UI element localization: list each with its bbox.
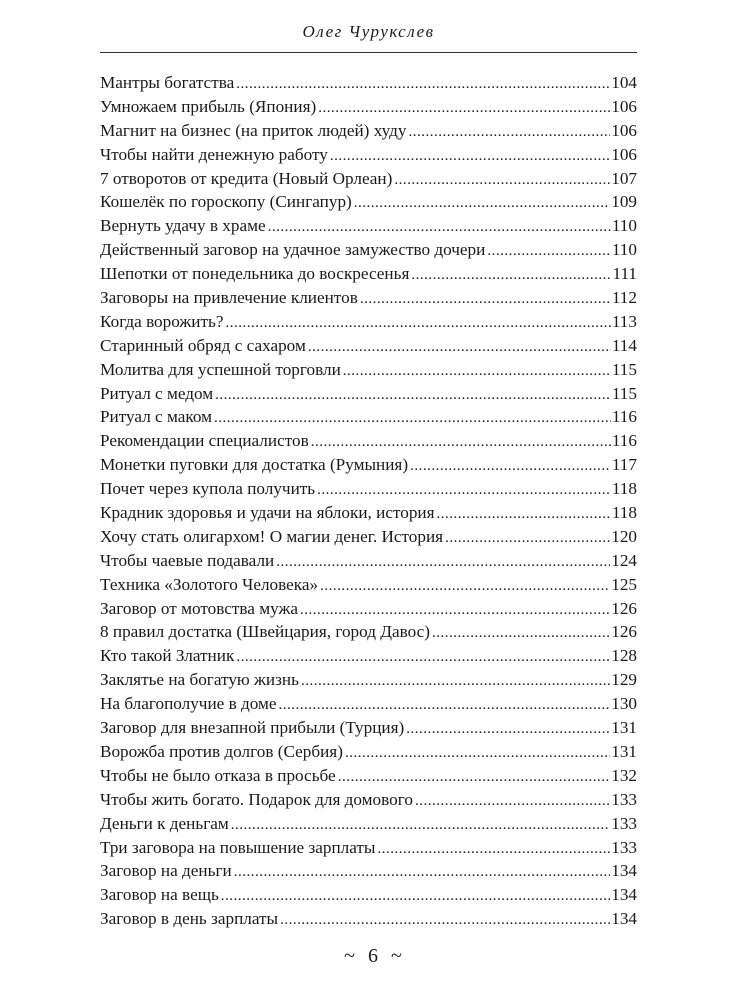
toc-leader-dots — [432, 620, 610, 644]
toc-leader-dots — [317, 477, 611, 501]
toc-entry-page: 106 — [611, 96, 637, 116]
toc-entry-page: 128 — [611, 646, 637, 666]
toc-entry-page: 113 — [611, 311, 637, 331]
toc-leader-dots — [330, 143, 610, 167]
toc-entry-page: 111 — [612, 264, 637, 284]
toc-entry — [100, 429, 637, 453]
toc-leader-dots — [308, 334, 611, 358]
toc-entry — [100, 382, 637, 406]
toc-entry-title: Чтобы чаевые подавали — [100, 550, 275, 570]
toc-entry — [100, 238, 637, 262]
toc-entry-page: 134 — [611, 885, 637, 905]
toc-entry — [100, 286, 637, 310]
toc-entry-page: 115 — [611, 359, 637, 379]
toc-entry — [100, 597, 637, 621]
toc-entry — [100, 692, 637, 716]
toc-leader-dots — [360, 286, 611, 310]
toc-entry — [100, 167, 637, 191]
toc-entry-title: Хочу стать олигархом! О магии денег. История — [100, 526, 444, 546]
toc-entry-title: Мантры богатства — [100, 73, 235, 92]
toc-entry-page: 106 — [611, 144, 637, 164]
toc-leader-dots — [354, 190, 610, 214]
toc-entry — [100, 262, 637, 286]
toc-entry — [100, 143, 637, 167]
toc-leader-dots — [320, 573, 610, 597]
toc-entry-page: 134 — [611, 909, 637, 929]
toc-leader-dots — [437, 501, 611, 525]
toc-entry-page: 117 — [611, 455, 637, 475]
toc-leader-dots — [343, 358, 611, 382]
toc-entry-title: Чтобы жить богато. Подарок для домового — [100, 789, 413, 809]
toc-entry — [100, 859, 637, 883]
toc-entry-title: Деньги к деньгам — [100, 813, 229, 833]
toc-entry-title: Молитва для успешной торговли — [100, 359, 341, 379]
toc-entry — [100, 358, 637, 382]
toc-entry — [100, 119, 637, 143]
toc-entry-page: 112 — [611, 288, 637, 308]
toc-leader-dots — [487, 238, 611, 262]
toc-entry-title: Старинный обряд с сахаром — [100, 335, 306, 355]
toc-entry-title: Вернуть удачу в храме — [100, 216, 266, 236]
toc-leader-dots — [280, 907, 610, 931]
toc-entry — [100, 501, 637, 525]
toc-entry-title: Чтобы не было отказа в просьбе — [100, 765, 336, 785]
toc-entry — [100, 549, 637, 573]
toc-leader-dots — [394, 167, 610, 191]
toc-entry-page: 115 — [611, 383, 637, 403]
toc-entry-page: 134 — [611, 861, 637, 881]
toc-entry-title: Ворожба против долгов (Сербия) — [100, 741, 343, 761]
toc-entry-title: Крадник здоровья и удачи на яблоки, история — [100, 503, 435, 523]
toc-entry-title: 8 правил достатка (Швейцария, город Давос) — [100, 622, 431, 642]
toc-entry-page: 129 — [611, 670, 637, 690]
toc-entry-page: 126 — [611, 598, 637, 618]
toc-entry-title: Шепотки от понедельника до воскресенья — [100, 264, 410, 284]
toc-entry-title: Почет через купола получить — [100, 479, 316, 499]
toc-entry-page: 131 — [611, 741, 637, 761]
toc-entry-title: Кто такой Златник — [100, 646, 235, 666]
toc-entry — [100, 477, 637, 501]
toc-entry-title: Умножаем прибыль (Япония) — [100, 96, 317, 116]
toc-entry-page: 106 — [611, 120, 637, 140]
toc-entry-page: 118 — [611, 503, 637, 523]
header-divider — [100, 52, 637, 53]
toc-entry-page: 116 — [611, 407, 637, 427]
toc-entry-title: Магнит на бизнес (на приток людей) худу — [100, 120, 407, 140]
toc-entry-title: 7 отворотов от кредита (Новый Орлеан) — [100, 168, 393, 188]
toc-entry-title: Заговор на вещь — [100, 885, 219, 905]
toc-entry-title: Три заговора на повышение зарплаты — [100, 837, 376, 857]
toc-entry — [100, 525, 637, 549]
toc-entry — [100, 764, 637, 788]
toc-entry-page: 109 — [611, 192, 637, 212]
toc-entry-page: 116 — [611, 431, 637, 451]
toc-leader-dots — [377, 836, 610, 860]
toc-leader-dots — [221, 883, 610, 907]
toc-entry-title: Заговор от мотовства мужа — [100, 598, 298, 618]
toc-entry-title: Чтобы найти денежную работу — [100, 144, 328, 164]
toc-entry-title: Рекомендации специалистов — [100, 431, 309, 451]
toc-entry-page: 120 — [611, 526, 637, 546]
toc-entry — [100, 71, 637, 95]
toc-entry — [100, 214, 637, 238]
toc-entry-page: 107 — [611, 168, 637, 188]
toc-entry — [100, 812, 637, 836]
toc-leader-dots — [279, 692, 611, 716]
toc-leader-dots — [311, 429, 611, 453]
toc-entry — [100, 310, 637, 334]
toc-entry-title: Когда ворожить? — [100, 311, 224, 331]
toc-entry — [100, 453, 637, 477]
toc-entry — [100, 740, 637, 764]
toc-entry-title: Заговор в день зарплаты — [100, 909, 279, 929]
toc-entry-page: 110 — [611, 240, 637, 260]
toc-entry — [100, 334, 637, 358]
toc-entry-title: Действенный заговор на удачное замужество дочери — [100, 240, 486, 260]
toc-entry-title: Техника «Золотого Человека» — [100, 574, 319, 594]
toc-leader-dots — [406, 716, 610, 740]
toc-entry-page: 118 — [611, 479, 637, 499]
toc-entry-page: 131 — [611, 718, 637, 738]
toc-entry — [100, 907, 637, 931]
toc-leader-dots — [410, 453, 611, 477]
toc-leader-dots — [338, 764, 611, 788]
toc-entry — [100, 190, 637, 214]
toc-leader-dots — [411, 262, 611, 286]
toc-entry-page: 133 — [611, 789, 637, 809]
toc-entry-title: На благополучие в доме — [100, 694, 277, 714]
table-of-contents — [100, 71, 637, 931]
toc-leader-dots — [225, 310, 610, 334]
toc-leader-dots — [445, 525, 610, 549]
toc-leader-dots — [231, 812, 610, 836]
toc-leader-dots — [236, 71, 610, 95]
toc-leader-dots — [300, 597, 610, 621]
toc-entry — [100, 836, 637, 860]
toc-entry — [100, 716, 637, 740]
toc-entry-page: 130 — [611, 694, 637, 714]
toc-entry-page: 124 — [611, 550, 637, 570]
toc-entry-title: Ритуал с маком — [100, 407, 212, 427]
toc-entry-page: 133 — [611, 837, 637, 857]
toc-entry — [100, 883, 637, 907]
toc-leader-dots — [318, 95, 610, 119]
toc-leader-dots — [276, 549, 610, 573]
toc-leader-dots — [415, 788, 610, 812]
toc-entry — [100, 644, 637, 668]
toc-leader-dots — [214, 405, 611, 429]
toc-entry-title: Заклятье на богатую жизнь — [100, 670, 299, 690]
toc-entry — [100, 405, 637, 429]
toc-leader-dots — [215, 382, 611, 406]
toc-entry-title: Заговор для внезапной прибыли (Турция) — [100, 718, 405, 738]
toc-entry-title: Заговор на деньги — [100, 861, 232, 881]
toc-entry — [100, 620, 637, 644]
toc-entry-page: 104 — [611, 73, 637, 92]
running-header-author: Олег Чурукслев — [302, 22, 435, 41]
toc-entry-page: 125 — [611, 574, 637, 594]
toc-entry — [100, 573, 637, 597]
toc-entry-page: 114 — [611, 335, 637, 355]
toc-leader-dots — [345, 740, 610, 764]
toc-leader-dots — [234, 859, 611, 883]
toc-leader-dots — [409, 119, 611, 143]
toc-entry-page: 132 — [611, 765, 637, 785]
toc-entry-page: 133 — [611, 813, 637, 833]
toc-entry-title: Кошелёк по гороскопу (Сингапур) — [100, 192, 352, 212]
toc-entry-title: Монетки пуговки для достатка (Румыния) — [100, 455, 409, 475]
page-number: ~ 6 ~ — [344, 945, 406, 967]
toc-entry — [100, 668, 637, 692]
toc-leader-dots — [301, 668, 610, 692]
toc-leader-dots — [268, 214, 611, 238]
toc-entry — [100, 95, 637, 119]
toc-entry-page: 110 — [611, 216, 637, 236]
toc-leader-dots — [236, 644, 610, 668]
toc-entry — [100, 788, 637, 812]
toc-entry-title: Заговоры на привлечение клиентов — [100, 288, 358, 308]
toc-entry-title: Ритуал с медом — [100, 383, 214, 403]
toc-entry-page: 126 — [611, 622, 637, 642]
